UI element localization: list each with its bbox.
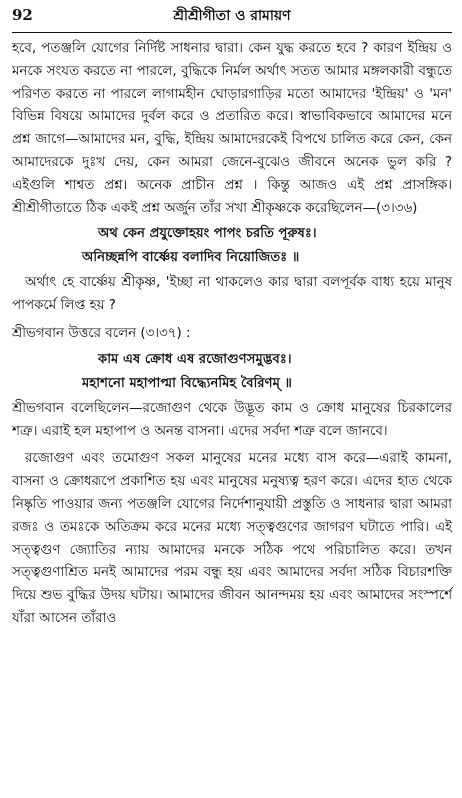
verse-2-line-2: মহাশনো মহাপাপ্মা বিদ্ধ্যেনমিহ বৈরিণম্ ॥ (82, 375, 293, 391)
paragraph-4: শ্রীভগবান বলেছিলেন—রজোগুণ থেকে উদ্ভূত কাম ও ক্রোধ মানুষের চিরকালের শত্রু। এরাই হল মহাপাপ ও অনন্ত বাসনা। এদের সর্বদা শত্রু বলে জানবে। (12, 400, 452, 439)
page-header (12, 0, 452, 32)
verse-2 (12, 348, 452, 396)
verse-1-line-2: অনিচ্ছন্নপি বার্ষ্ণেয় বলাদিব নিয়োজিতঃ ॥ (82, 250, 300, 266)
running-title: শ্রীশ্রীগীতা ও রামায়ণ (173, 8, 291, 24)
paragraph-3: শ্রীভগবান উত্তরে বলেন (৩।৩৭) : (12, 325, 191, 341)
paragraph-1: হবে, পতঞ্জলি যোগের নির্দিষ্ট সাধনার দ্বারা। কেন যুদ্ধ করতে হবে ? কারণ ইন্দ্রিয় ও মনকে সংযত করতে না পারলে, বুদ্ধিকে নির্মল অর্থাৎ সতত আমার মঙ্গলকারী বন্ধুতে পরিণত করতে না পারলে লাগামহীন ঘোড়ারগাড়ির মতো আমাদের 'ইন্দ্রিয়' ও 'মন' বিভিন্ন বিষয়ে আমাদের দুর্বল করে ও প্রতারিত করে। স্বাভাবিকভাবে আমাদের মনে প্রশ্ন জাগে—আমাদের মন, বুদ্ধি, ইন্দ্রিয় আমাদেরকেই বিপথে চালিত করে কেন, কেন আমাদেরকে দুঃখ দেয়, কেন আমরা জেনে-বুঝেও জীবনে অনেক ভুল করি ? এইগুলি শাশ্বত প্রশ্ন। অনেক প্রাচীন প্রশ্ন । কিন্তু আজও এই প্রশ্ন প্রাসঙ্গিক। শ্রীশ্রীগীতাতে ঠিক একই প্রশ্ন অর্জুন তাঁর সখা শ্রীকৃষ্ণকে করেছিলেন—(৩।৩৬) (12, 41, 452, 216)
verse-1 (12, 222, 452, 270)
verse-2-line-1: কাম এষ ক্রোধ এষ রজোগুণসমুদ্ভবঃ। (98, 351, 292, 367)
paragraph-5: রজোগুণ এবং তমোগুণ সকল মানুষের মনের মধ্যে বাস করে—এরাই কামনা, বাসনা ও ক্রোধরূপে প্রকাশিত হয় এবং মানুষের মনুষ্যত্ব হরণ করে। এদের হাত থেকে নিষ্কৃতি পাওয়ার জন্য পতঞ্জলি যোগের নির্দেশানুযায়ী প্রস্তুতি ও সাধনার দ্বারা আমরা রজঃ ও তমঃকে অতিক্রম করে মনের মধ্যে সত্ত্বগুণের জাগরণ ঘটাতে পারি। এই সত্ত্বগুণ জ্যোতির ন্যায় আমাদের মনকে সঠিক পথে পরিচালিত করে। তখন সত্ত্বগুণাশ্রিত মনই আমাদের পরম বন্ধু হয় এবং আমাদের সর্বদা সঠিক বিচারশক্তি দিয়ে শুভ বুদ্ধির উদয় ঘটায়। আমাদের জীবন আনন্দময় হয় এবং আমাদের সংস্পর্শে যাঁরা আসেন তাঁরাও (12, 451, 452, 626)
page-body (12, 38, 452, 631)
page-number: 92 (12, 6, 33, 24)
header-rule (12, 32, 452, 33)
verse-1-line-1: অথ কেন প্রযুক্তোহয়ং পাপং চরতি পূরুষঃ। (98, 226, 317, 242)
paragraph-2: অর্থাৎ হে বার্ষ্ণেয় শ্রীকৃষ্ণ, 'ইচ্ছা না থাকলেও কার দ্বারা বলপূর্বক বাধ্য হয়ে মানুষ পাপকর্মে লিপ্ত হয় ? (12, 275, 452, 314)
